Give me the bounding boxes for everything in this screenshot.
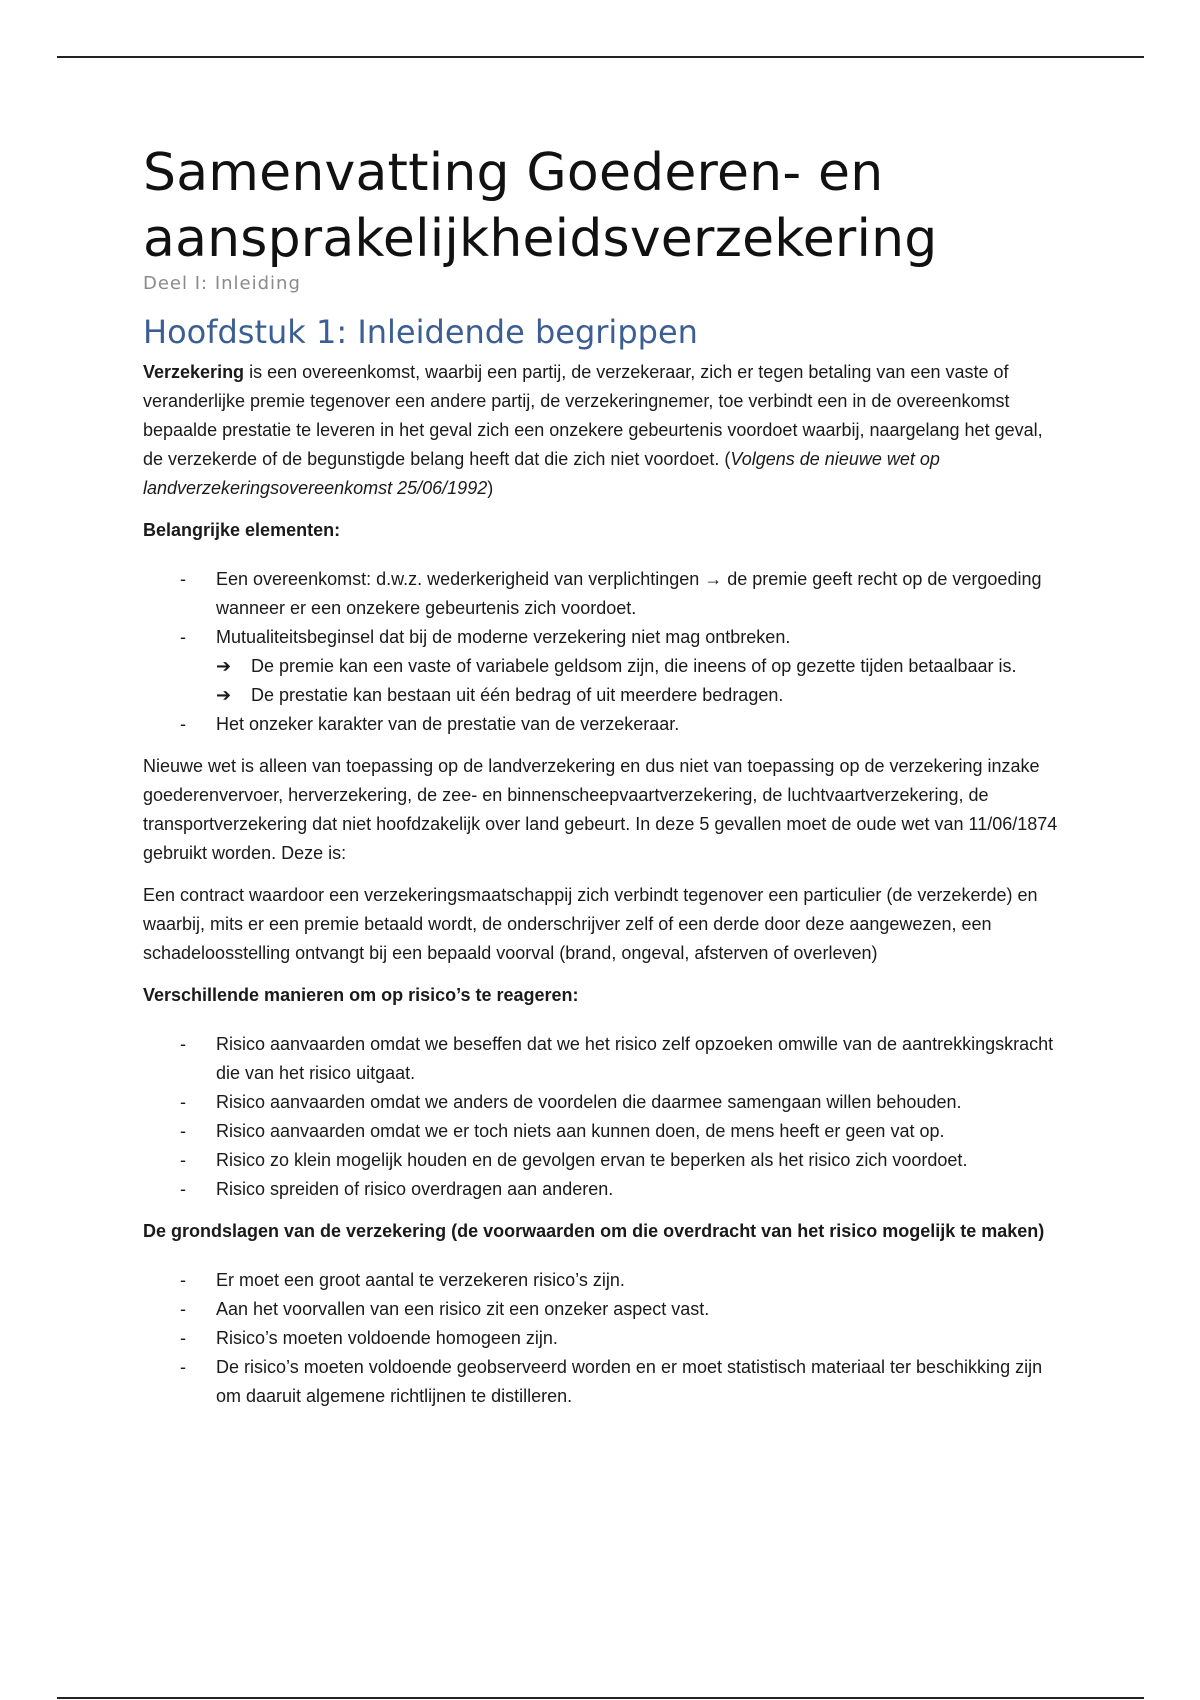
sub-item-text: De premie kan een vaste of variabele geldsom zijn, die ineens of op gezette tijden betaalbaar is. (251, 656, 1017, 676)
intro-source: Volgens de nieuwe wet op landverzekeringsovereenkomst 25/06/1992 (143, 449, 940, 498)
list-item: - Aan het voorvallen van een risico zit een onzeker aspect vast. (143, 1295, 1063, 1324)
chapter-heading: Hoofdstuk 1: Inleidende begrippen (143, 313, 698, 351)
list-item: - Risico zo klein mogelijk houden en de gevolgen ervan te beperken als het risico zich voordoet. (143, 1146, 1063, 1175)
list-item: - De risico’s moeten voldoende geobserveerd worden en er moet statistisch materiaal ter beschikking zijn om daaruit algemene richtlijnen te distilleren. (143, 1353, 1063, 1411)
arrow-icon: ➔ (216, 685, 232, 705)
intro-paragraph (143, 358, 1063, 503)
title-line-1: Samenvatting Goederen- en (143, 143, 884, 203)
elements-heading: Belangrijke elementen: (143, 520, 341, 540)
document-title (143, 140, 1063, 272)
footer-rule (57, 1697, 1144, 1699)
foundations-heading: De grondslagen van de verzekering (de voorwaarden om die overdracht van het risico mogelijk te maken) (143, 1221, 1045, 1241)
risks-heading: Verschillende manieren om op risico’s te reageren: (143, 985, 579, 1005)
list-item: - Een overeenkomst: d.w.z. wederkerigheid van verplichtingen → de premie geeft recht op de vergoeding wanneer er een onzekere gebeurtenis zich voordoet. (143, 565, 1063, 623)
list-item: - Risico aanvaarden omdat we er toch niets aan kunnen doen, de mens heeft er geen vat op. (143, 1117, 1063, 1146)
title-line-2: aansprakelijkheidsverzekering (143, 209, 938, 269)
list-item: - Risico spreiden of risico overdragen aan anderen. (143, 1175, 1063, 1204)
document-subtitle: Deel I: Inleiding (143, 273, 301, 294)
intro-close: ) (487, 478, 494, 498)
risks-list (143, 1030, 1063, 1204)
list-item: - Er moet een groot aantal te verzekeren risico’s zijn. (143, 1266, 1063, 1295)
list-item: - Risico’s moeten voldoende homogeen zijn. (143, 1324, 1063, 1353)
intro-term: Verzekering (143, 362, 245, 382)
elements-list (143, 565, 1063, 739)
sub-item-text: De prestatie kan bestaan uit één bedrag of uit meerdere bedragen. (251, 685, 784, 705)
document-body (143, 140, 1063, 1424)
list-item: - Het onzeker karakter van de prestatie van de verzekeraar. (143, 710, 1063, 739)
sub-list-item (143, 652, 1063, 681)
intro-text: is een overeenkomst, waarbij een partij, de verzekeraar, zich er tegen betaling van een vaste of veranderlijke premie tegenover een andere partij, de verzekeringnemer, toe verbindt een in de overeenkomst bepaalde prestatie te leveren in het geval zich een onzekere gebeurtenis voordoet waarbij, naargelang het geval, de verzekerde of de begunstigde belang heeft dat die zich niet voordoet. ( (143, 362, 1043, 469)
arrow-icon: ➔ (216, 656, 232, 676)
contract-paragraph: Een contract waardoor een verzekeringsmaatschappij zich verbindt tegenover een particulier (de verzekerde) en waarbij, mits er een premie betaald wordt, de onderschrijver zelf of een derde door deze aangewezen, een schadeloosstelling ontvangt bij een bepaald voorval (brand, ongeval, afsterven of overleven) (143, 885, 1038, 963)
new-law-paragraph: Nieuwe wet is alleen van toepassing op de landverzekering en dus niet van toepassing op de verzekering inzake goederenvervoer, herverzekering, de zee- en binnenscheepvaartverzekering, de luchtvaartverzekering, de transportverzekering dat niet hoofdzakelijk over land gebeurt. In deze 5 gevallen moet de oude wet van 11/06/1874 gebruikt worden. Deze is: (143, 756, 1058, 863)
sub-list-item (143, 681, 1063, 710)
list-item: - Risico aanvaarden omdat we beseffen dat we het risico zelf opzoeken omwille van de aantrekkingskracht die van het risico uitgaat. (143, 1030, 1063, 1088)
list-item: - Risico aanvaarden omdat we anders de voordelen die daarmee samengaan willen behouden. (143, 1088, 1063, 1117)
foundations-list (143, 1266, 1063, 1411)
list-item: - Mutualiteitsbeginsel dat bij de moderne verzekering niet mag ontbreken. (143, 623, 1063, 652)
header-rule (57, 56, 1144, 58)
